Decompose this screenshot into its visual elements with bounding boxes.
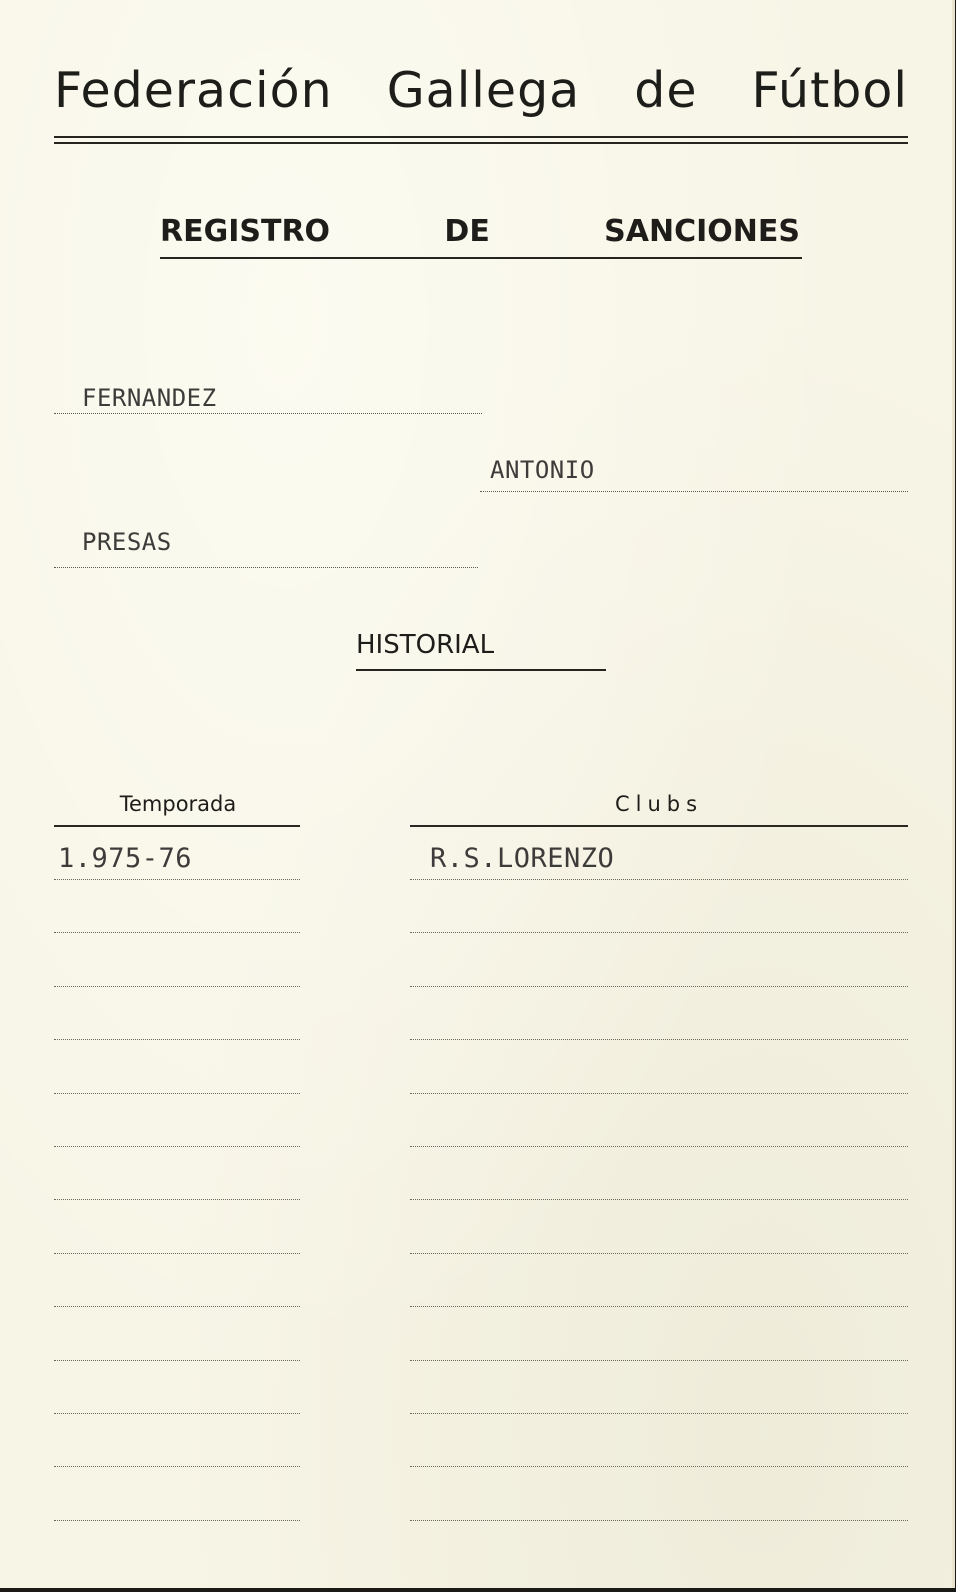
club-row-line <box>410 1039 908 1040</box>
season-row-line <box>54 1146 300 1147</box>
club-row-line <box>410 1253 908 1254</box>
surname-1-value: FERNANDEZ <box>82 384 217 412</box>
historial-underline <box>356 669 606 671</box>
season-header-rule <box>54 825 300 827</box>
surname-1-line <box>54 413 482 414</box>
club-row-line <box>410 932 908 933</box>
surname-2-line <box>54 567 478 568</box>
season-row-line <box>54 1466 300 1467</box>
given-name-line <box>480 491 908 492</box>
club-row-line <box>410 1093 908 1094</box>
season-row-line <box>54 1253 300 1254</box>
historial-title: HISTORIAL <box>356 630 495 660</box>
registry-subtitle: REGISTRO DE SANCIONES <box>160 214 800 249</box>
title-double-rule-top <box>54 136 908 138</box>
surname-2-value: PRESAS <box>82 528 172 556</box>
club-row-line <box>410 1199 908 1200</box>
club-row-line <box>410 1520 908 1521</box>
subtitle-underline <box>160 257 802 259</box>
club-row-line <box>410 879 908 880</box>
club-cell: R.S.LORENZO <box>430 843 615 874</box>
club-row-line <box>410 1466 908 1467</box>
season-row-line <box>54 1093 300 1094</box>
clubs-column-header: Clubs <box>614 792 704 816</box>
given-name-value: ANTONIO <box>490 456 595 484</box>
season-column-header: Temporada <box>119 792 237 816</box>
season-row-line <box>54 986 300 987</box>
season-row-line <box>54 1306 300 1307</box>
club-row-line <box>410 1360 908 1361</box>
season-row-line <box>54 879 300 880</box>
season-row-line <box>54 1360 300 1361</box>
club-row-line <box>410 1413 908 1414</box>
season-row-line <box>54 932 300 933</box>
season-row-line <box>54 1520 300 1521</box>
club-row-line <box>410 1306 908 1307</box>
club-row-line <box>410 986 908 987</box>
title-double-rule-bottom <box>54 142 908 144</box>
season-row-line <box>54 1413 300 1414</box>
club-row-line <box>410 1146 908 1147</box>
season-cell: 1.975-76 <box>58 843 193 874</box>
season-row-line <box>54 1199 300 1200</box>
federation-title: Federación Gallega de Fútbol <box>54 62 908 119</box>
season-row-line <box>54 1039 300 1040</box>
clubs-header-rule <box>410 825 908 827</box>
